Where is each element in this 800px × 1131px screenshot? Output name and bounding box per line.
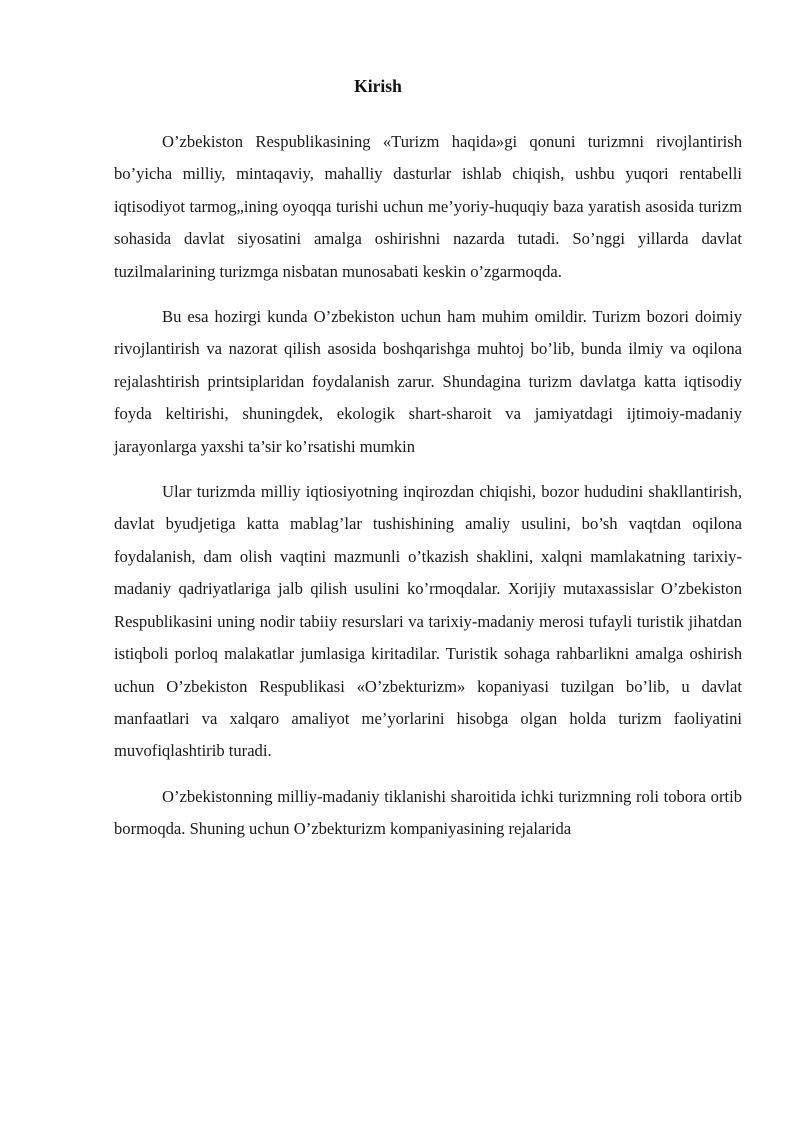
page-title: Kirish (354, 76, 402, 96)
paragraph-4: O’zbekistonning milliy-madaniy tiklanishi sharoitida ichki turizmning roli tobora ortib bormoqda. Shuning uchun O’zbekturizm kompaniyasining rejalarida (114, 786, 742, 839)
paragraph-1: O’zbekiston Respublikasining «Turizm haqida»gi qonuni turizmni rivojlantirish bo’yicha milliy, mintaqaviy, mahalliy dasturlar ishlab chiqish, ushbu yuqori rentabelli iqtisodiyot tarmog„ining oyoqqa turishi uchun me’yoriy-huquqiy baza yaratish asosida turizm sohasida davlat siyosatini amalga oshirishni nazarda tutadi. So’nggi yillarda davlat tuzilmalarining turizmga nisbatan munosabati keskin o’zgarmoqda. (114, 132, 742, 281)
document-body (114, 126, 742, 846)
paragraph-2: Bu esa hozirgi kunda O’zbekiston uchun ham muhim omildir. Turizm bozori doimiy rivojlantirish va nazorat qilish asosida boshqarishga muhtoj bo’lib, bunda ilmiy va oqilona rejalashtirish printsiplaridan foydalanish zarur. Shundagina turizm davlatga katta iqtisodiy foyda keltirishi, shuningdek, ekologik shart-sharoit va jamiyatdagi ijtimoiy-madaniy jarayonlarga yaxshi ta’sir ko’rsatishi mumkin (114, 307, 742, 456)
paragraph-3: Ular turizmda milliy iqtiosiyotning inqirozdan chiqishi, bozor hududini shakllantirish, davlat byudjetiga katta mablag’lar tushishining amaliy usulini, bo’sh vaqtdan oqilona foydalanish, dam olish vaqtini mazmunli o’tkazish shaklini, xalqni mamlakatning tarixiy-madaniy qadriyatlariga jalb qilish usulini ko’rmoqdalar. Xorijiy mutaxassislar O’zbekiston Respublikasini uning nodir tabiiy resurslari va tarixiy-madaniy merosi tufayli turistik jihatdan istiqboli porloq malakatlar jumlasiga kiritadilar. Turistik sohaga rahbarlikni amalga oshirish uchun O’zbekiston Respublikasi «O’zbekturizm» kopaniyasi tuzilgan bo’lib, u davlat manfaatlari va xalqaro amaliyot me’yorlarini hisobga olgan holda turizm faoliyatini muvofiqlashtirib turadi. (114, 482, 742, 761)
